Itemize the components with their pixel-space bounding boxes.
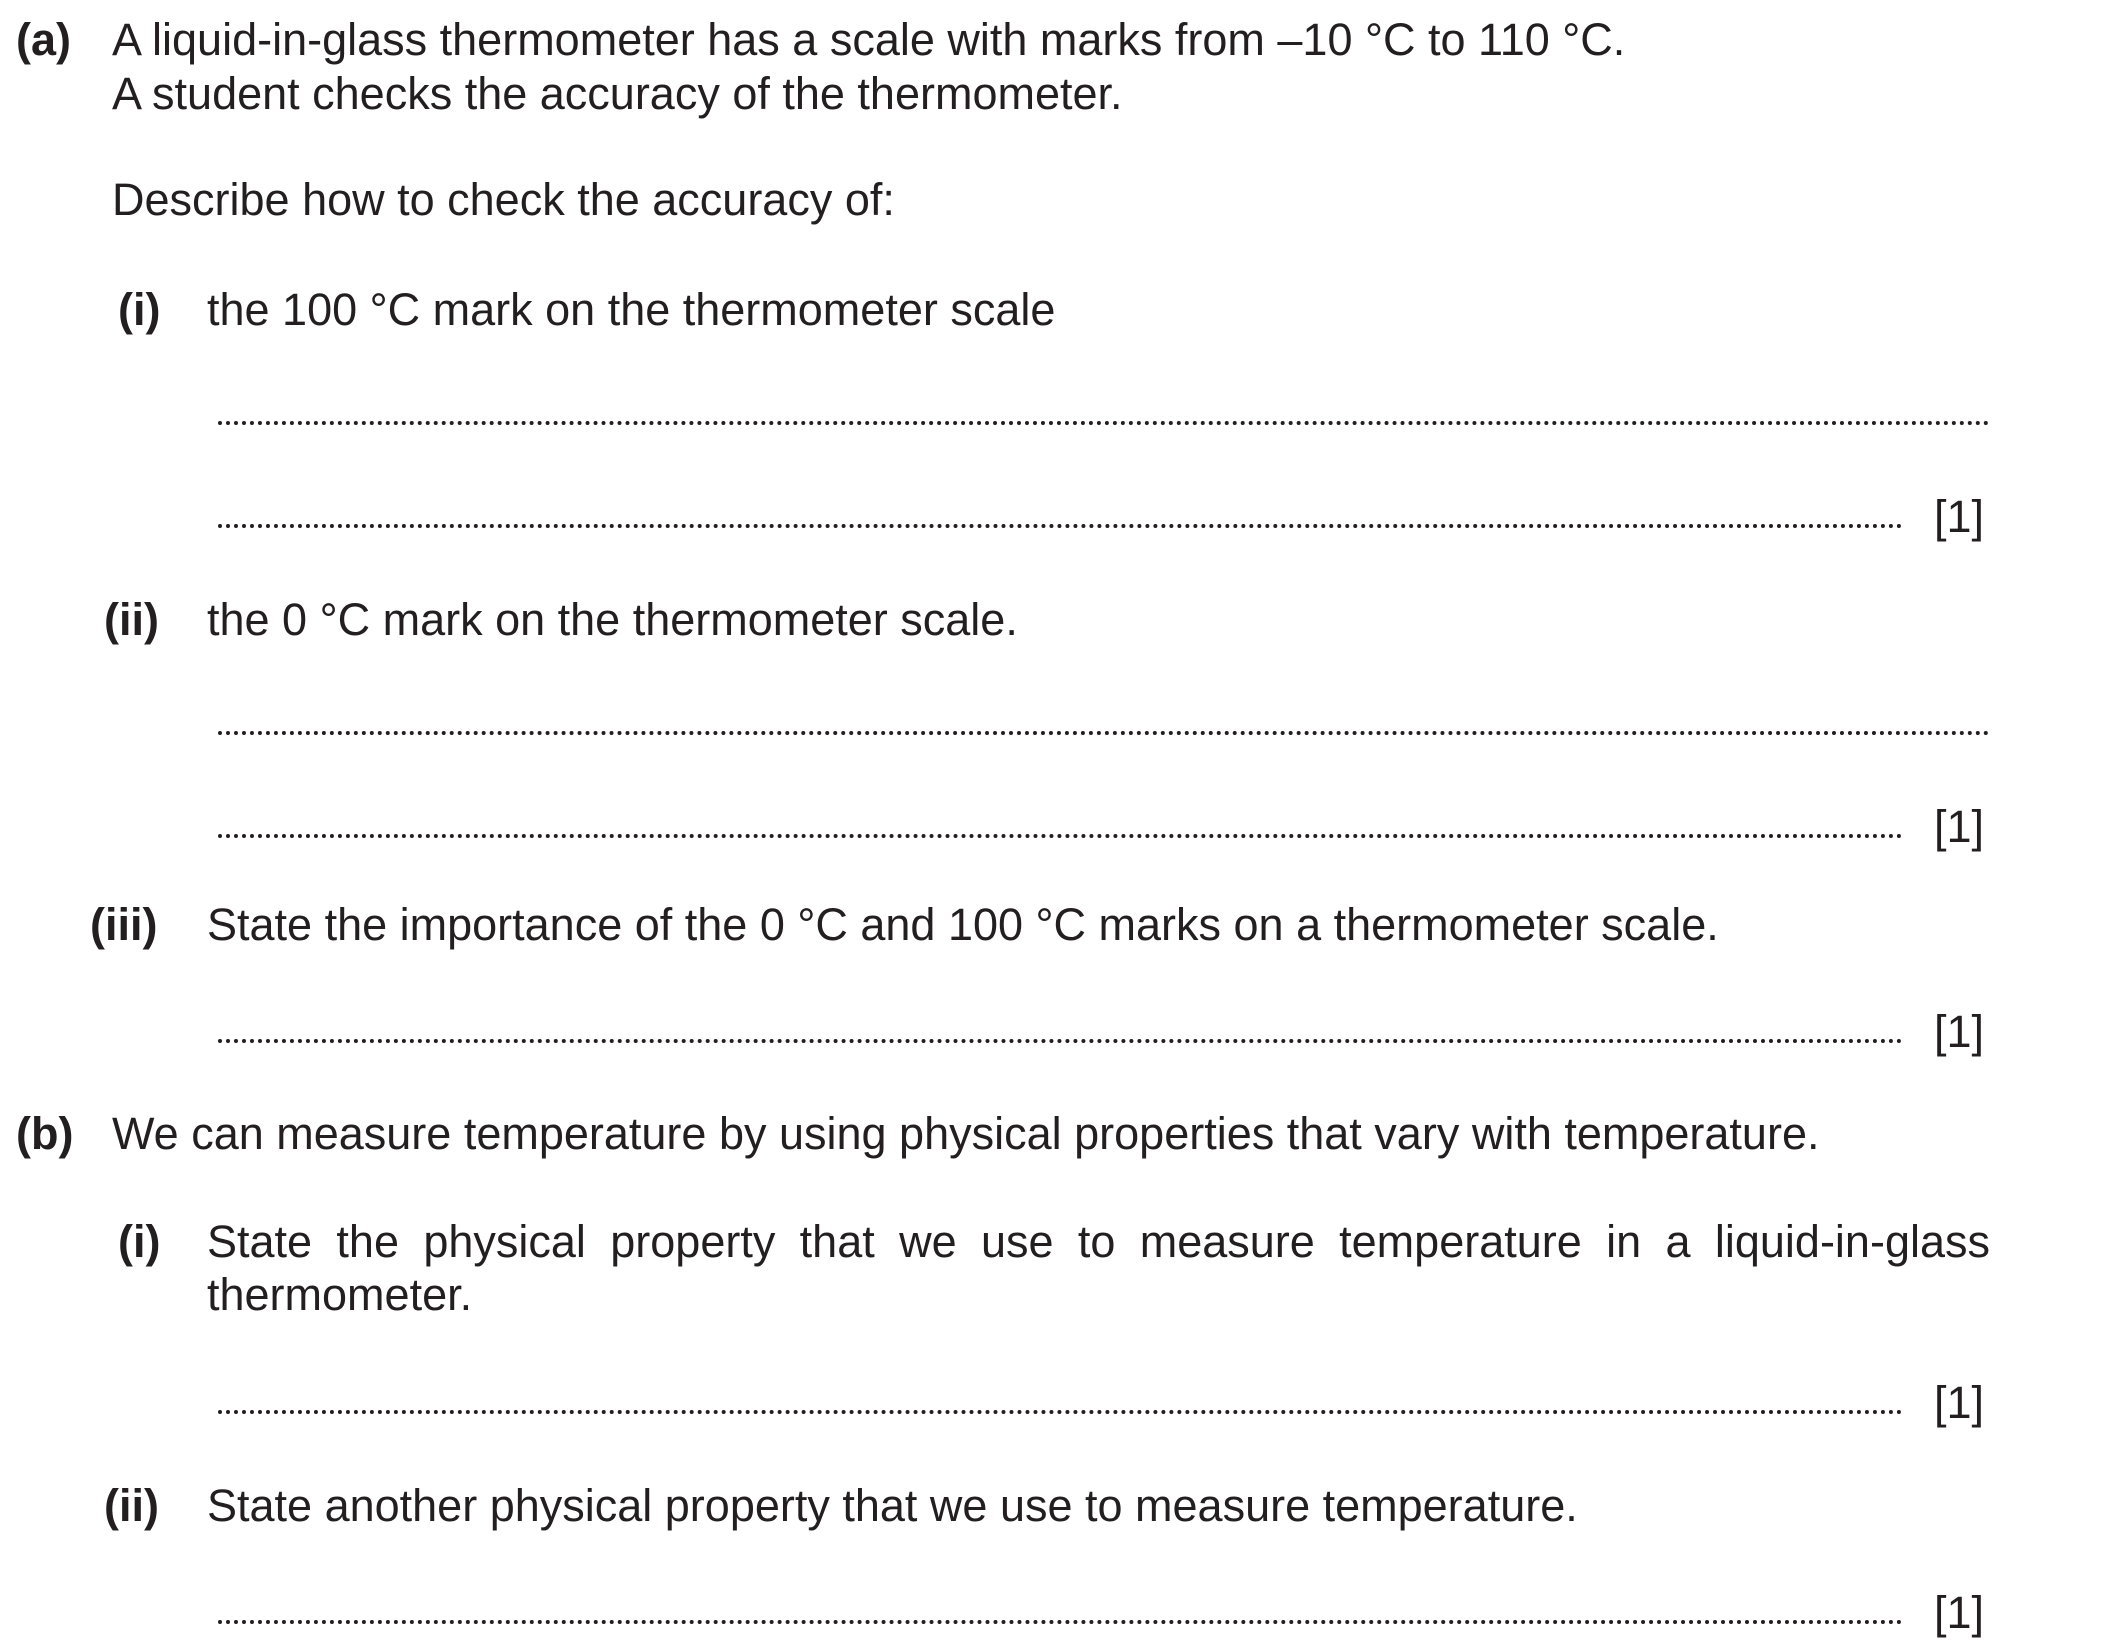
part-b-i-question-line-2: thermometer.: [207, 1269, 473, 1320]
answer-line-b-ii[interactable]: [218, 1620, 1903, 1624]
part-a-i-question: the 100 °C mark on the thermometer scale: [207, 284, 1056, 335]
answer-line-b-i[interactable]: [218, 1410, 1903, 1414]
part-b-ii-label: (ii): [104, 1480, 159, 1531]
answer-line-a-i-2[interactable]: [218, 524, 1903, 528]
answer-line-a-ii-2[interactable]: [218, 834, 1903, 838]
part-a-ii-label: (ii): [104, 594, 159, 645]
marks-a-ii: [1]: [1934, 801, 1985, 852]
part-b-i-question-line-1: State the physical property that we use to measure temperature in a liquid-in-glass: [207, 1216, 1990, 1267]
answer-line-a-ii-1[interactable]: [218, 731, 1990, 735]
part-a-intro: Describe how to check the accuracy of:: [112, 174, 895, 225]
marks-a-iii: [1]: [1934, 1006, 1985, 1057]
answer-line-a-iii[interactable]: [218, 1039, 1903, 1043]
part-b-label: (b): [16, 1108, 74, 1159]
part-b-intro: We can measure temperature by using physical properties that vary with temperature.: [112, 1108, 1820, 1159]
marks-b-i: [1]: [1934, 1377, 1985, 1428]
marks-a-i: [1]: [1934, 491, 1985, 542]
part-b-ii-question: State another physical property that we use to measure temperature.: [207, 1480, 1578, 1531]
answer-line-a-i-1[interactable]: [218, 421, 1990, 425]
marks-b-ii: [1]: [1934, 1587, 1985, 1638]
part-a-iii-question: State the importance of the 0 °C and 100 °C marks on a thermometer scale.: [207, 899, 1719, 950]
part-a-ii-question: the 0 °C mark on the thermometer scale.: [207, 594, 1018, 645]
part-b-i-label: (i): [118, 1216, 161, 1267]
part-a-iii-label: (iii): [90, 899, 158, 950]
part-a-line-1: A liquid-in-glass thermometer has a scale with marks from –10 °C to 110 °C.: [112, 14, 1626, 65]
part-a-i-label: (i): [118, 284, 161, 335]
part-a-label: (a): [16, 14, 71, 65]
part-a-line-2: A student checks the accuracy of the thermometer.: [112, 68, 1123, 119]
